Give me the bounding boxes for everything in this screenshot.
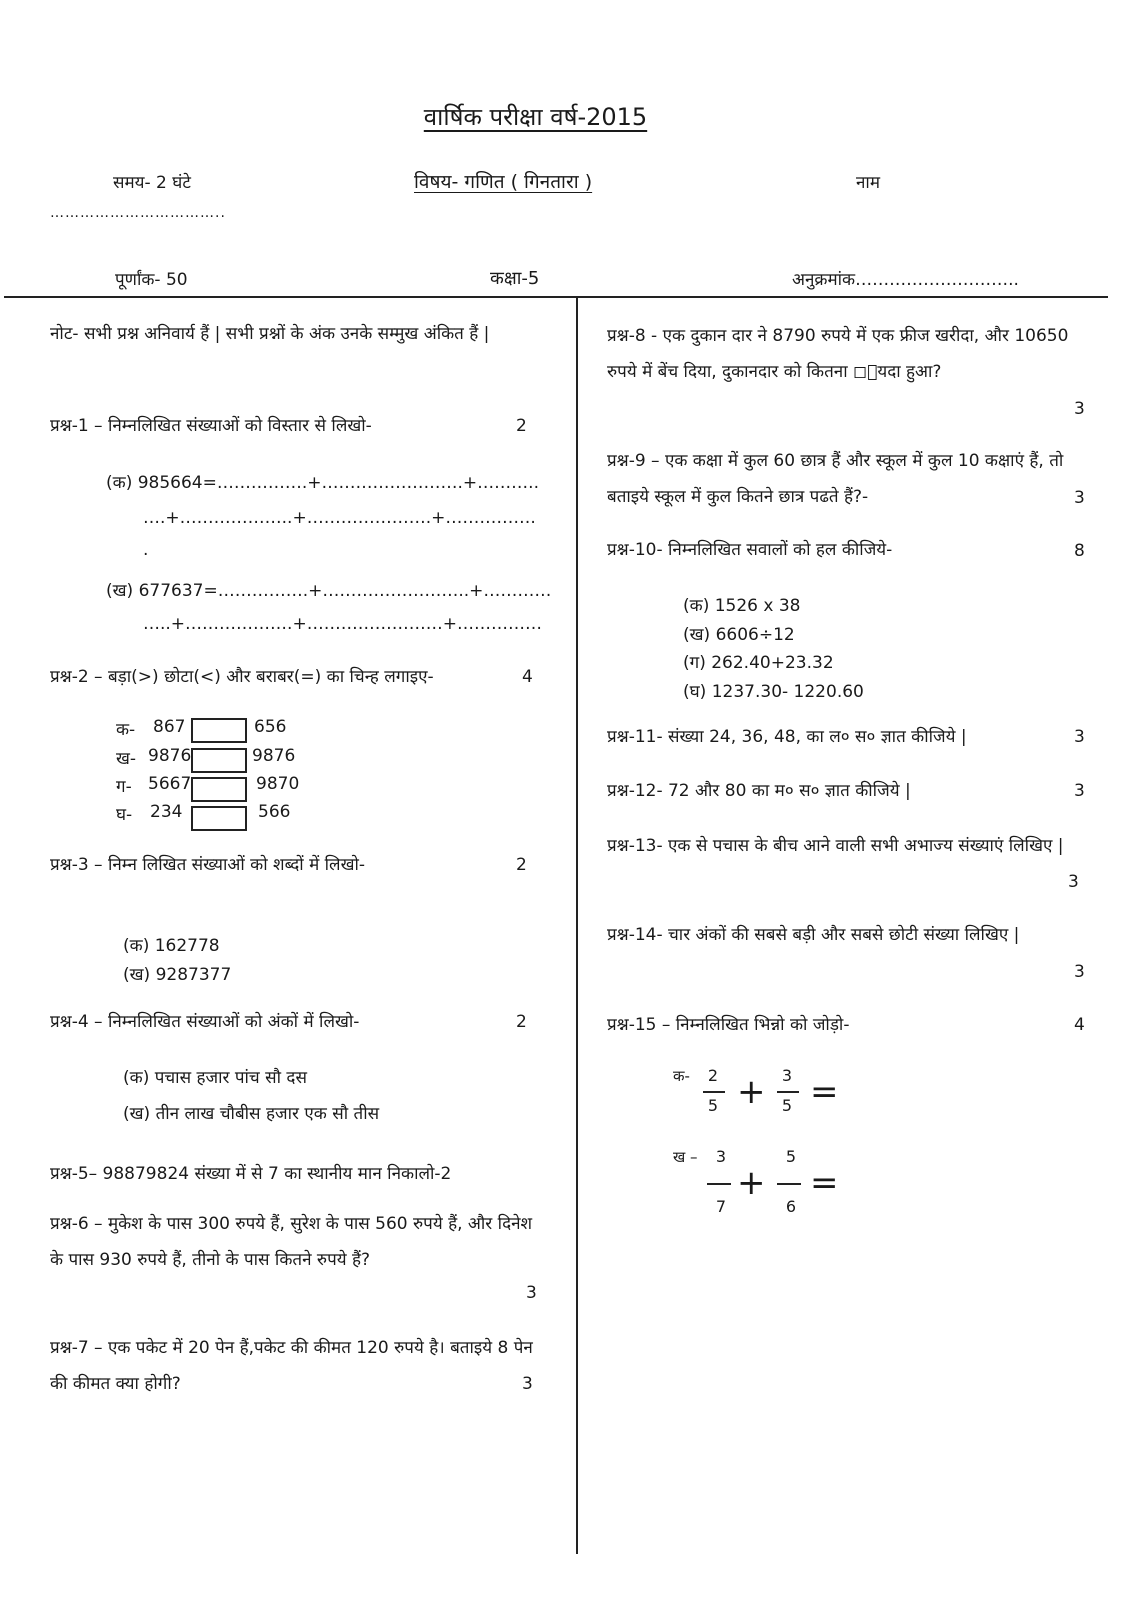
fraction-a2-numerator: 3 — [781, 1066, 793, 1085]
question-1-part-b: (ख) 677637=…………….+……………………..+………… — [106, 581, 552, 601]
question-13: प्रश्न-13- एक से पचास के बीच आने वाली सभी अभाज्य संख्याएं लिखिए | — [607, 836, 1064, 856]
fraction-a-label: क- — [673, 1067, 690, 1085]
question-2: प्रश्न-2 – बड़ा(>) छोटा(<) और बराबर(=) का चिन्ह लगाइए- — [50, 667, 434, 687]
fraction-b2-numerator: 5 — [785, 1147, 797, 1166]
fraction-bar — [703, 1091, 725, 1093]
fraction-b2-denominator: 6 — [785, 1197, 797, 1216]
compare-row-label: ख- — [116, 749, 137, 769]
exam-duration: समय- 2 घंटे — [113, 173, 191, 193]
question-5: प्रश्न-5– 98879824 संख्या में से 7 का स्थानीय मान निकालो-2 — [50, 1164, 452, 1184]
question-10-item: (ख) 6606÷12 — [683, 625, 795, 645]
question-1-part-b-cont: …..+……………….+……………………+…………… — [143, 614, 542, 634]
question-6-marks: 3 — [526, 1283, 537, 1303]
question-9: प्रश्न-9 – एक कक्षा में कुल 60 छात्र हैं और स्कूल में कुल 10 कक्षाएं हैं, तो बताइये स्कूल में कुल कितने छात्र पढते हैं?- — [607, 451, 1064, 507]
question-1-part-a: (क) 985664=…………….+…………………….+……….. — [106, 473, 539, 493]
fraction-bar — [777, 1091, 799, 1093]
question-1-marks: 2 — [516, 416, 527, 436]
question-3-part-a: (क) 162778 — [123, 936, 220, 956]
compare-answer-box[interactable] — [191, 806, 247, 831]
compare-right-value: 9876 — [252, 746, 296, 766]
question-1: प्रश्न-1 – निम्नलिखित संख्याओं को विस्तार से लिखो- — [50, 416, 372, 436]
question-4: प्रश्न-4 – निम्नलिखित संख्याओं को अंकों में लिखो- — [50, 1012, 360, 1032]
column-divider — [576, 296, 578, 1554]
fraction-b1-numerator: 3 — [715, 1147, 727, 1166]
question-3-marks: 2 — [516, 855, 527, 875]
equals-sign: = — [810, 1163, 839, 1203]
compare-left-value: 234 — [150, 802, 183, 822]
question-14-marks: 3 — [1074, 962, 1085, 982]
question-15: प्रश्न-15 – निम्नलिखित भिन्नो को जोड़ो- — [607, 1015, 850, 1035]
question-11-marks: 3 — [1074, 727, 1085, 747]
question-11: प्रश्न-11- संख्या 24, 36, 48, का ल० स० ज्ञात कीजिये | — [607, 727, 967, 747]
exam-note: नोट- सभी प्रश्न अनिवार्य हैं | सभी प्रश्नों के अंक उनके सम्मुख अंकित हैं | — [50, 324, 490, 344]
question-1-part-a-end: . — [143, 540, 149, 560]
fraction-b-label: ख – — [673, 1148, 698, 1166]
question-10-item: (क) 1526 x 38 — [683, 596, 801, 616]
fraction-a2-denominator: 5 — [781, 1096, 793, 1115]
fraction-a1-numerator: 2 — [707, 1066, 719, 1085]
compare-answer-box[interactable] — [191, 777, 247, 802]
question-10: प्रश्न-10- निम्नलिखित सवालों को हल कीजिये- — [607, 540, 893, 560]
question-4-part-b: (ख) तीन लाख चौबीस हजार एक सौ तीस — [123, 1104, 380, 1124]
fraction-bar — [707, 1183, 731, 1185]
plus-sign: + — [737, 1072, 766, 1112]
compare-row-label: ग- — [116, 777, 132, 797]
question-12: प्रश्न-12- 72 और 80 का म० स० ज्ञात कीजिये | — [607, 781, 911, 801]
question-9-marks: 3 — [1074, 488, 1085, 508]
compare-left-value: 5667 — [148, 774, 192, 794]
question-10-item: (घ) 1237.30- 1220.60 — [683, 682, 864, 702]
equals-sign: = — [810, 1072, 839, 1112]
compare-answer-box[interactable] — [191, 748, 247, 773]
question-7-marks: 3 — [522, 1374, 533, 1394]
question-3-part-b: (ख) 9287377 — [123, 965, 232, 985]
compare-left-value: 9876 — [148, 746, 192, 766]
compare-right-value: 656 — [254, 717, 287, 737]
question-1-part-a-cont: ….+………………..+………………….+……………. — [143, 508, 536, 528]
full-marks: पूर्णांक- 50 — [115, 270, 188, 290]
question-13-marks: 3 — [1068, 872, 1079, 892]
plus-sign: + — [737, 1163, 766, 1203]
question-4-marks: 2 — [516, 1012, 527, 1032]
question-14: प्रश्न-14- चार अंकों की सबसे बड़ी और सबसे छोटी संख्या लिखिए | — [607, 925, 1020, 945]
question-10-item: (ग) 262.40+23.32 — [683, 653, 834, 673]
header-divider — [4, 296, 1108, 298]
question-4-part-a: (क) पचास हजार पांच सौ दस — [123, 1068, 307, 1088]
fraction-a1-denominator: 5 — [707, 1096, 719, 1115]
fraction-bar — [777, 1183, 801, 1185]
compare-right-value: 9870 — [256, 774, 300, 794]
fraction-b1-denominator: 7 — [715, 1197, 727, 1216]
question-3: प्रश्न-3 – निम्न लिखित संख्याओं को शब्दों में लिखो- — [50, 855, 366, 875]
question-6: प्रश्न-6 – मुकेश के पास 300 रुपये हैं, सुरेश के पास 560 रुपये हैं, और दिनेश के पास 930 रुपये हैं, तीनो के पास कितने रुपये हैं? — [50, 1214, 533, 1270]
question-8: प्रश्न-8 - एक दुकान दार ने 8790 रुपये में एक फ्रीज खरीदा, और 10650 रुपये में बेंच दिया, दुकानदार को कितना ◻ायदा हुआ? — [607, 326, 1069, 382]
compare-answer-box[interactable] — [191, 718, 247, 743]
question-2-marks: 4 — [522, 667, 533, 687]
compare-left-value: 867 — [153, 717, 186, 737]
question-7: प्रश्न-7 – एक पकेट में 20 पेन हैं,पकेट की कीमत 120 रुपये है। बताइये 8 पेन की कीमत क्या होगी? — [50, 1338, 533, 1394]
question-8-marks: 3 — [1074, 399, 1085, 419]
exam-subject: विषय- गणित ( गिनतारा ) — [414, 171, 593, 193]
name-label: नाम — [856, 173, 881, 193]
question-12-marks: 3 — [1074, 781, 1085, 801]
compare-row-label: घ- — [116, 805, 133, 825]
class-label: कक्षा-5 — [490, 268, 540, 289]
roll-number-label: अनुक्रमांक……………………….. — [792, 270, 1019, 290]
exam-title: वार्षिक परीक्षा वर्ष-2015 — [423, 103, 648, 131]
compare-right-value: 566 — [258, 802, 291, 822]
name-blank: …………………………….. — [50, 205, 226, 221]
question-10-marks: 8 — [1074, 541, 1085, 561]
question-15-marks: 4 — [1074, 1015, 1085, 1035]
compare-row-label: क- — [116, 720, 136, 740]
question-5-marks: 2 — [440, 1164, 452, 1184]
